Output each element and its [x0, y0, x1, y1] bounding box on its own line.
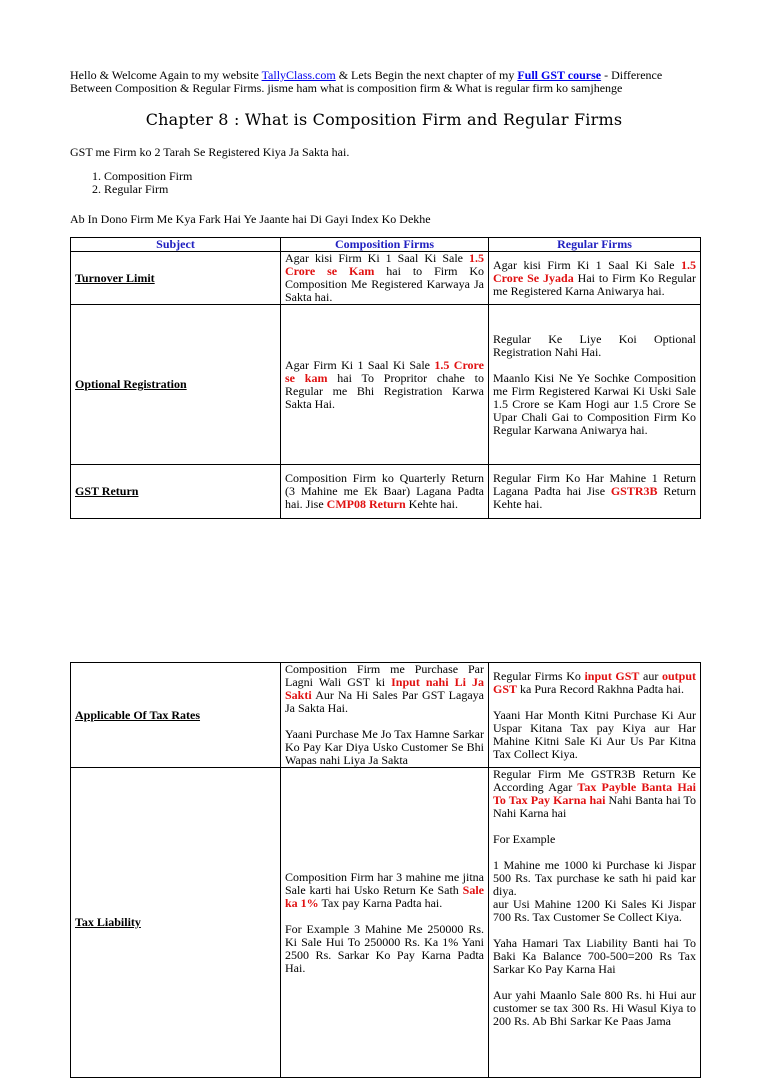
intro-paragraph	[70, 69, 700, 95]
composition-cell: Composition Firm har 3 mahine me jitna Sale karti hai Usko Return Ke Sath Sale ka 1% Tax pay Karna Padta hai. For Example 3 Mahine Me 250000 Rs. Ki Sale Hui To 250000 Rs. Ka 1% Yani 2500 Rs. Sarkar Ko Pay Karna Padta Hai.	[281, 768, 489, 1078]
regular-cell: Regular Ke Liye Koi Optional Registration Nahi Hai. Maanlo Kisi Ne Ye Sochke Composition me Firm Registered Karwai Ki Uski Sale 1.5 Crore se Kam Hogi aur 1.5 Crore Se Upar Chali Gai to Composition Firm Ko Regular Karwana Aniwarya hai.	[489, 305, 701, 465]
intro-text-3: - Difference Between Composition & Regular Firms. jisme ham what is composition firm & What is regular firm ko samjhenge	[70, 68, 663, 95]
firm-type-list	[70, 170, 192, 196]
subject-cell: Optional Registration	[71, 305, 281, 465]
table-row	[71, 465, 701, 519]
composition-cell: Agar kisi Firm Ki 1 Saal Ki Sale 1.5 Crore se Kam hai to Firm Ko Composition Me Registered Karwaya Ja Sakta hai.	[281, 252, 489, 305]
table-header-row	[71, 238, 701, 252]
table-row	[71, 768, 701, 1078]
comparison-table-part-2	[70, 662, 701, 1078]
tallyclass-link[interactable]: TallyClass.com	[261, 68, 336, 82]
intro-text-1: Hello & Welcome Again to my website	[70, 68, 262, 82]
regular-cell: Regular Firm Ko Har Mahine 1 Return Lagana Padta hai Jise GSTR3B Return Kehte hai.	[489, 465, 701, 519]
table-row	[71, 305, 701, 465]
header-composition: Composition Firms	[281, 238, 489, 252]
regular-cell: Regular Firm Me GSTR3B Return Ke According Agar Tax Payble Banta Hai To Tax Pay Karna hai Nahi Banta hai To Nahi Karna hai For Example 1 Mahine me 1000 ki Purchase ki Jispar 500 Rs. Tax purchase ke sath hi paid kar diya. aur Usi Mahine 1200 Ki Sales Ki Jispar 700 Rs. Tax Customer Se Collect Kiya. Yaha Hamari Tax Liability Banti hai To Baki Ka Balance 700-500=200 Rs Tax Sarkar Ko Pay Karna Hai Aur yahi Maanlo Sale 800 Rs. hi Hui aur customer se tax 300 Rs. Hi Wasul Kiya to 200 Rs. Ab Bhi Sarkar Ke Paas Jama	[489, 768, 701, 1078]
comparison-table-part-1	[70, 237, 701, 519]
header-subject: Subject	[71, 238, 281, 252]
intro-text-2: & Lets Begin the next chapter of my	[335, 68, 518, 82]
regular-cell: Regular Firms Ko input GST aur output GST ka Pura Record Rakhna Padta hai. Yaani Har Month Kitni Purchase Ki Aur Uspar Kitana Tax pay Kiya aur Har Mahine Kitni Sale Ki Aur Us Par Kitna Tax Collect Kiya.	[489, 663, 701, 768]
full-gst-course-link[interactable]: Full GST course	[517, 68, 602, 82]
list-item: 2. Regular Firm	[104, 183, 192, 196]
subject-cell: Tax Liability	[71, 768, 281, 1078]
index-paragraph: Ab In Dono Firm Me Kya Fark Hai Ye Jaante hai Di Gayi Index Ko Dekhe	[70, 212, 431, 226]
registration-paragraph: GST me Firm ko 2 Tarah Se Registered Kiya Ja Sakta hai.	[70, 145, 350, 159]
composition-cell: Composition Firm ko Quarterly Return (3 Mahine me Ek Baar) Lagana Padta hai. Jise CMP08 Return Kehte hai.	[281, 465, 489, 519]
subject-cell: Turnover Limit	[71, 252, 281, 305]
composition-cell: Agar Firm Ki 1 Saal Ki Sale 1.5 Crore se kam hai To Propritor chahe to Regular me Bhi Registration Karwa Sakta Hai.	[281, 305, 489, 465]
chapter-title: Chapter 8 : What is Composition Firm and Regular Firms	[145, 110, 623, 129]
subject-cell: Applicable Of Tax Rates	[71, 663, 281, 768]
list-item: 1. Composition Firm	[104, 170, 192, 183]
table-row	[71, 663, 701, 768]
subject-cell: GST Return	[71, 465, 281, 519]
regular-cell: Agar kisi Firm Ki 1 Saal Ki Sale 1.5 Crore Se Jyada Hai to Firm Ko Regular me Registered Karna Aniwarya hai.	[489, 252, 701, 305]
table-row	[71, 252, 701, 305]
header-regular: Regular Firms	[489, 238, 701, 252]
composition-cell: Composition Firm me Purchase Par Lagni Wali GST ki Input nahi Li Ja Sakti Aur Na Hi Sales Par GST Lagaya Ja Sakta Hai. Yaani Purchase Me Jo Tax Hamne Sarkar Ko Pay Kar Diya Usko Customer Se Bhi Wapas nahi Liya Ja Sakta	[281, 663, 489, 768]
